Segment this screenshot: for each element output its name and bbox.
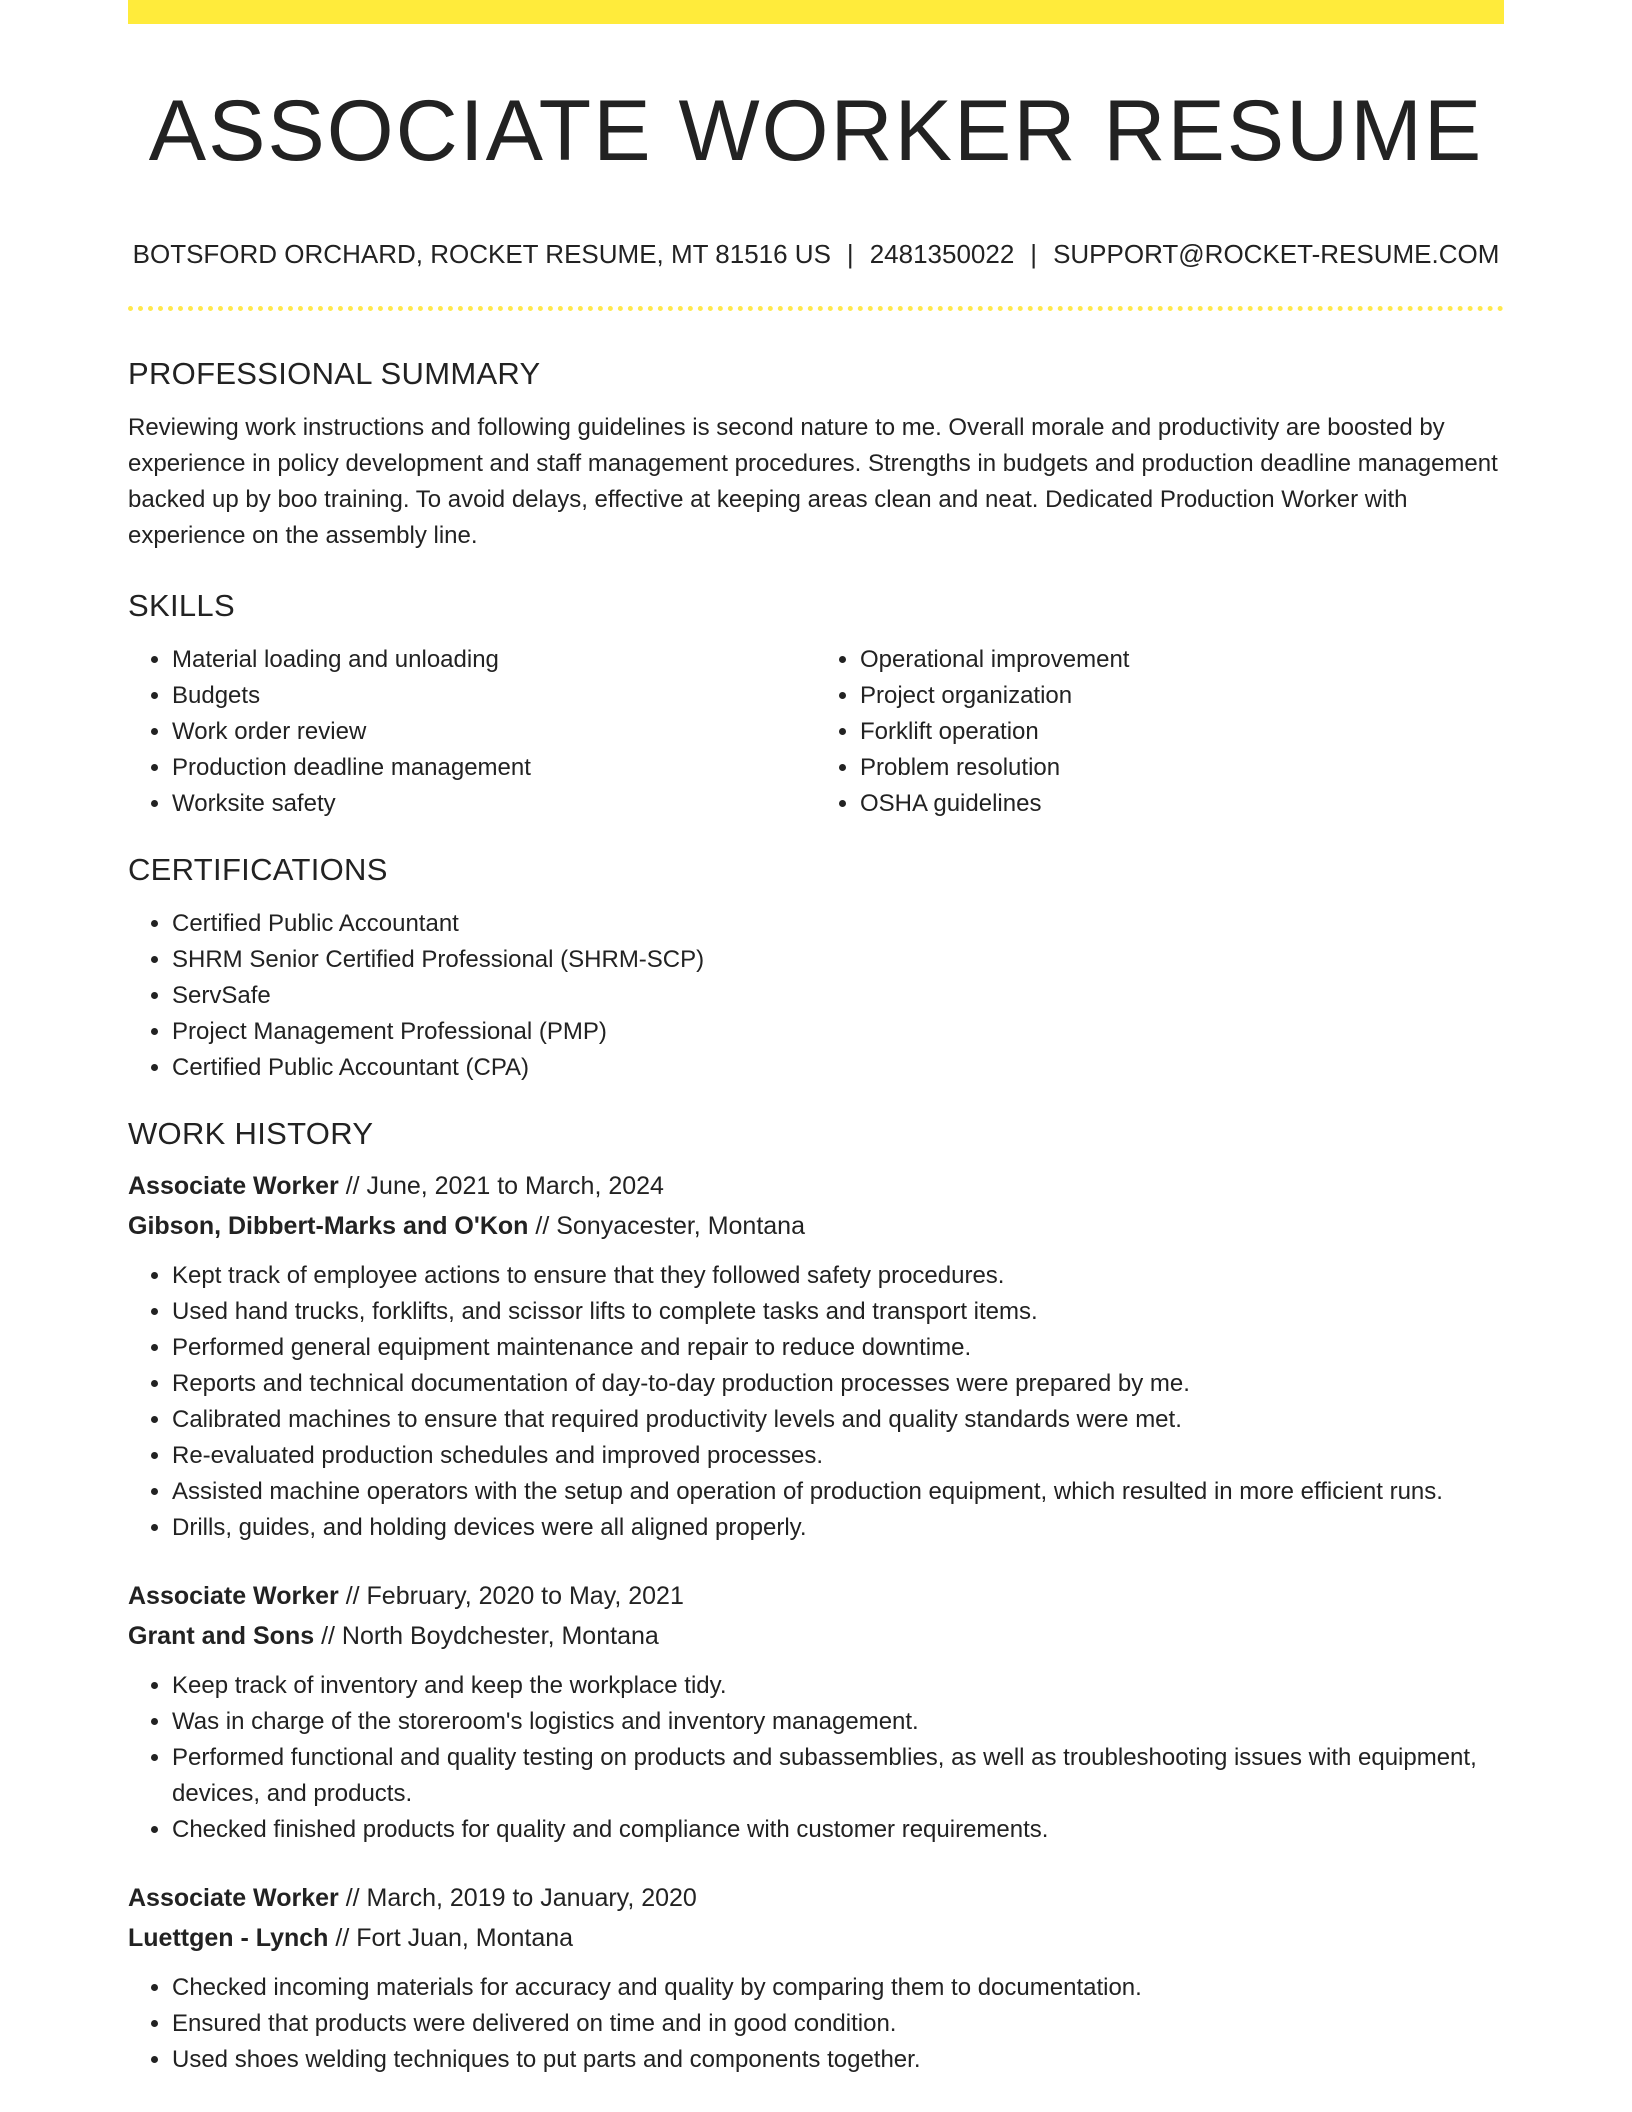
skill-item: • Forklift operation	[860, 714, 1504, 750]
job-entry	[128, 1576, 1504, 1848]
job-bullet: • Reports and technical documentation of day-to-day production processes were prepared by me.	[172, 1366, 1504, 1402]
accent-bar	[128, 0, 1504, 24]
job-bullet: • Calibrated machines to ensure that required productivity levels and quality standards were met.	[172, 1402, 1504, 1438]
job-bullet: • Used shoes welding techniques to put parts and components together.	[172, 2042, 1504, 2078]
certification-item: • SHRM Senior Certified Professional (SHRM-SCP)	[172, 942, 1504, 978]
job-bullets	[128, 1668, 1504, 1848]
job-bullet: • Was in charge of the storeroom's logistics and inventory management.	[172, 1704, 1504, 1740]
job-title-line	[128, 1166, 1504, 1206]
job-bullet: • Used hand trucks, forklifts, and scissor lifts to complete tasks and transport items.	[172, 1294, 1504, 1330]
skill-item: • Worksite safety	[172, 786, 816, 822]
job-title-line	[128, 1878, 1504, 1918]
contact-phone: 2481350022	[869, 239, 1015, 269]
job-bullet: • Checked incoming materials for accuracy and quality by comparing them to documentation.	[172, 1970, 1504, 2006]
job-bullet: • Keep track of inventory and keep the workplace tidy.	[172, 1668, 1504, 1704]
job-company-line	[128, 1616, 1504, 1656]
page-title: ASSOCIATE WORKER RESUME	[148, 83, 1484, 179]
job-bullet: • Drills, guides, and holding devices were all aligned properly.	[172, 1510, 1504, 1546]
job-entry	[128, 1166, 1504, 1546]
skill-item: • OSHA guidelines	[860, 786, 1504, 822]
job-company: Luettgen - Lynch	[128, 1924, 329, 1952]
job-bullet: • Performed functional and quality testing on products and subassemblies, as well as troubleshooting issues with equipment, devices, and products.	[172, 1740, 1504, 1812]
job-bullet: • Performed general equipment maintenance and repair to reduce downtime.	[172, 1330, 1504, 1366]
contact-line	[128, 236, 1504, 272]
certification-item: • Certified Public Accountant (CPA)	[172, 1050, 1504, 1086]
skills-columns	[128, 642, 1504, 822]
job-bullets	[128, 1970, 1504, 2078]
skill-item: • Production deadline management	[172, 750, 816, 786]
summary-section	[128, 352, 1504, 554]
job-role: Associate Worker	[128, 1172, 339, 1200]
certification-item: • Project Management Professional (PMP)	[172, 1014, 1504, 1050]
contact-separator: |	[1030, 239, 1038, 269]
job-bullets	[128, 1258, 1504, 1546]
job-company-line	[128, 1206, 1504, 1246]
certification-item: • ServSafe	[172, 978, 1504, 1014]
job-dates: // February, 2020 to May, 2021	[345, 1582, 684, 1610]
contact-address: BOTSFORD ORCHARD, ROCKET RESUME, MT 81516 US	[132, 239, 831, 269]
job-entry	[128, 1878, 1504, 2078]
certifications-heading: CERTIFICATIONS	[128, 852, 388, 887]
job-role: Associate Worker	[128, 1884, 339, 1912]
job-bullet: • Assisted machine operators with the setup and operation of production equipment, which resulted in more efficient runs.	[172, 1474, 1504, 1510]
summary-heading: PROFESSIONAL SUMMARY	[128, 356, 541, 391]
dotted-divider	[128, 306, 1504, 311]
contact-email: SUPPORT@ROCKET-RESUME.COM	[1053, 239, 1500, 269]
skill-item: • Budgets	[172, 678, 816, 714]
skills-list-right	[816, 642, 1504, 822]
skill-item: • Problem resolution	[860, 750, 1504, 786]
job-bullet: • Re-evaluated production schedules and improved processes.	[172, 1438, 1504, 1474]
skill-item: • Operational improvement	[860, 642, 1504, 678]
job-dates: // March, 2019 to January, 2020	[345, 1884, 697, 1912]
job-role: Associate Worker	[128, 1582, 339, 1610]
skills-section	[128, 584, 1504, 822]
contact-separator: |	[846, 239, 854, 269]
job-company: Gibson, Dibbert-Marks and O'Kon	[128, 1212, 529, 1240]
job-location: // Fort Juan, Montana	[335, 1924, 574, 1952]
job-location: // North Boydchester, Montana	[321, 1622, 659, 1650]
skill-item: • Work order review	[172, 714, 816, 750]
resume-content	[128, 352, 1504, 2108]
job-location: // Sonyacester, Montana	[535, 1212, 805, 1240]
skill-item: • Material loading and unloading	[172, 642, 816, 678]
job-title-line	[128, 1576, 1504, 1616]
work-history-heading: WORK HISTORY	[128, 1116, 374, 1151]
job-dates: // June, 2021 to March, 2024	[345, 1172, 664, 1200]
job-company-line	[128, 1918, 1504, 1958]
summary-text: Reviewing work instructions and following guidelines is second nature to me. Overall morale and productivity are boosted by experience in policy development and staff management procedures. Strengths in budgets and production deadline management backed up by boo training. To avoid delays, effective at keeping areas clean and neat. Dedicated Production Worker with experience on the assembly line.	[128, 414, 1498, 549]
job-bullet: • Ensured that products were delivered on time and in good condition.	[172, 2006, 1504, 2042]
work-history-section	[128, 1112, 1504, 2078]
job-bullet: • Kept track of employee actions to ensure that they followed safety procedures.	[172, 1258, 1504, 1294]
certifications-list	[128, 906, 1504, 1086]
job-bullet: • Checked finished products for quality and compliance with customer requirements.	[172, 1812, 1504, 1848]
certifications-section	[128, 848, 1504, 1086]
skills-list-left	[128, 642, 816, 822]
job-company: Grant and Sons	[128, 1622, 315, 1650]
certification-item: • Certified Public Accountant	[172, 906, 1504, 942]
skill-item: • Project organization	[860, 678, 1504, 714]
skills-heading: SKILLS	[128, 588, 235, 623]
